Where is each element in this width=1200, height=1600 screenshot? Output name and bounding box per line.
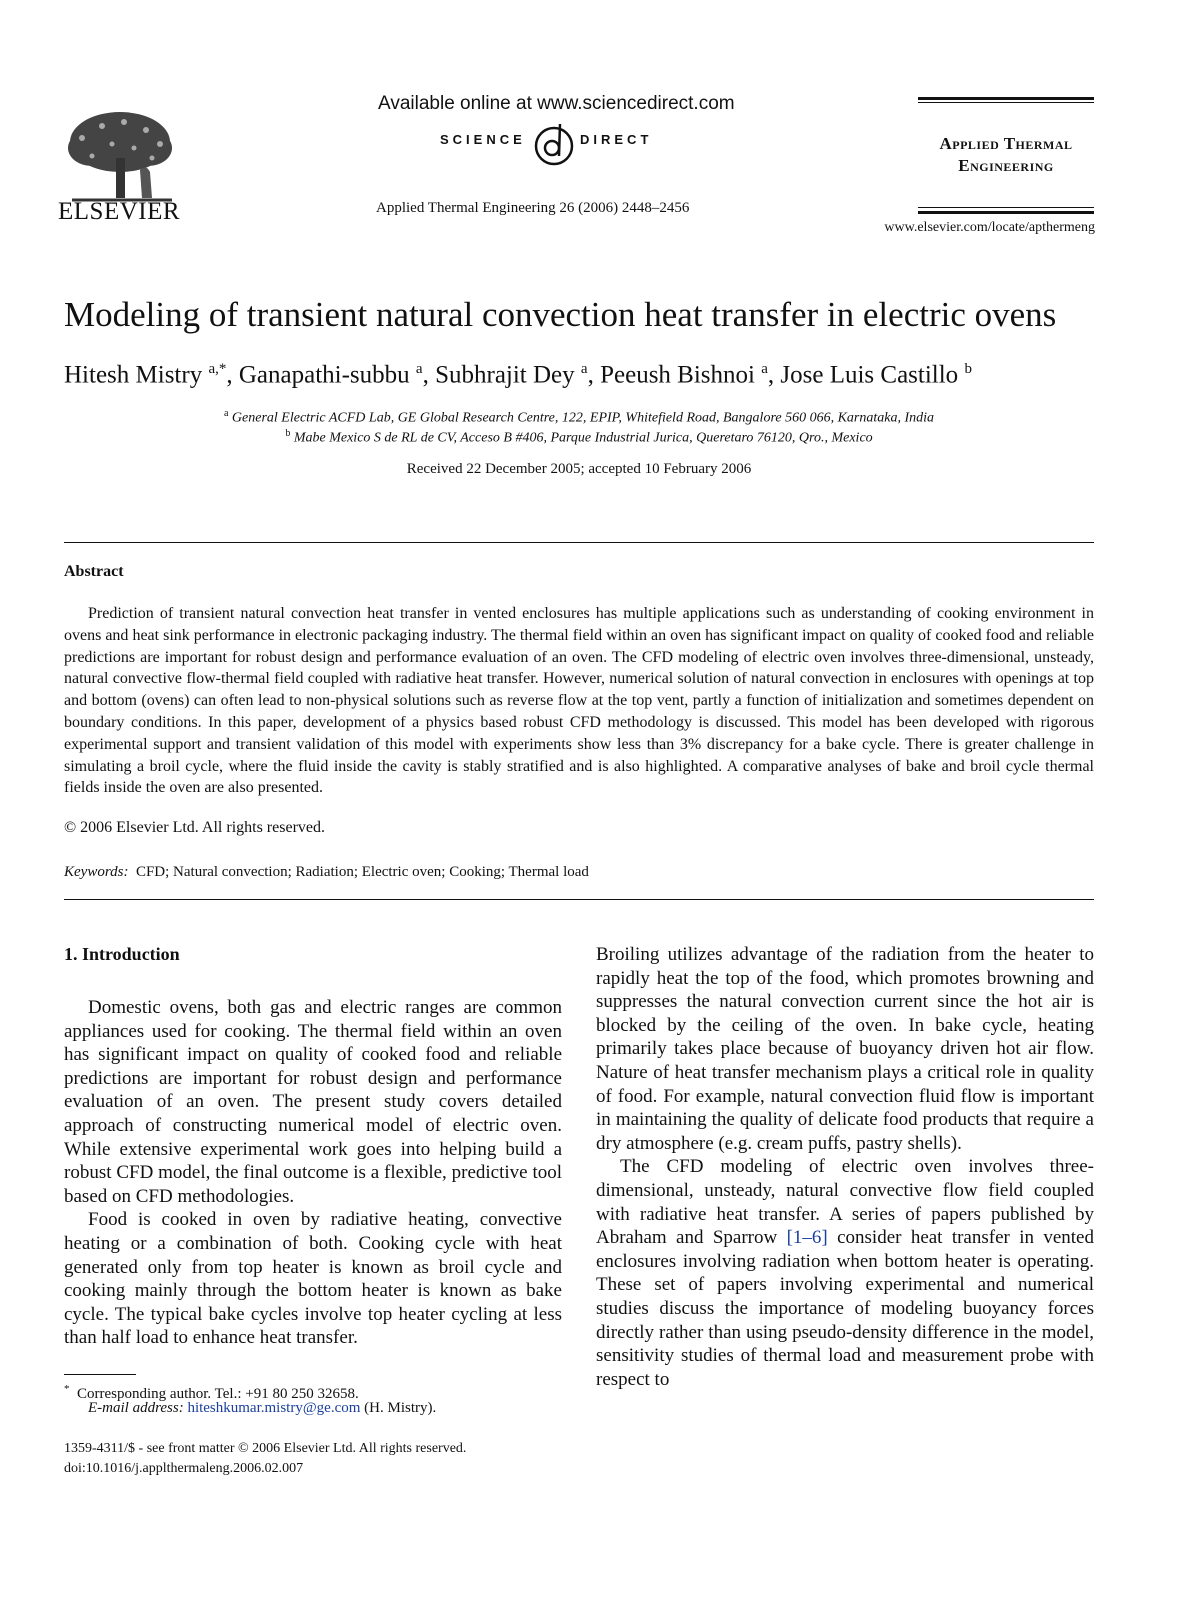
keywords [64, 864, 589, 881]
corresponding-author-note: * Corresponding author. Tel.: +91 80 250 32658. [64, 1383, 359, 1402]
journal-name [918, 133, 1094, 177]
author-affil-mark: a [761, 361, 768, 377]
right-column [596, 943, 1094, 1391]
journal-name-rule [918, 102, 1094, 103]
author-name: Hitesh Mistry [64, 361, 203, 389]
available-online-text[interactable]: Available online at www.sciencedirect.com [378, 93, 735, 114]
keywords-text: CFD; Natural convection; Radiation; Electric oven; Cooking; Thermal load [135, 864, 589, 880]
affiliation-mark: a [223, 408, 229, 419]
author-name: Ganapathi-subbu [238, 361, 410, 389]
author-list: Hitesh Mistry $^{a,*}$, Ganapathi-subbu $^a$, Subhrajit Dey $^a$, Peeush Bishnoi $^a$, Jose Luis Castillo $^b$ [64, 361, 972, 389]
left-column [64, 996, 562, 1350]
sciencedirect-right-word: DIRECT [580, 132, 653, 147]
email-link[interactable]: hiteshkumar.mistry@ge.com [187, 1400, 361, 1416]
affiliation [64, 408, 1094, 427]
affiliation-mark: b [285, 428, 291, 439]
paragraph: Food is cooked in oven by radiative heating, convective heating or a combination of both. Cooking cycle with heat generated only from top heater is known as broil cycle and cooking mainly through the bottom heater is known as bake cycle. The typical bake cycles involve top heater cycling at less than half load to enhance heat transfer. [64, 1209, 562, 1349]
sciencedirect-left-word: SCIENCE [440, 132, 526, 147]
affiliation [64, 428, 1094, 447]
section-heading: 1. Introduction [64, 944, 180, 964]
author-affil-mark: a [580, 361, 588, 377]
author-name: Jose Luis Castillo [780, 361, 959, 389]
affiliation-text: General Electric ACFD Lab, GE Global Research Centre, 122, EPIP, Whitefield Road, Bangalore 560 066, Karnataka, India [231, 410, 935, 426]
divider [64, 542, 1094, 543]
journal-url-link[interactable]: www.elsevier.com/locate/apthermeng [884, 220, 1095, 235]
doi-link[interactable]: doi:10.1016/j.applthermaleng.2006.02.007 [64, 1461, 304, 1476]
author-name: Peeush Bishnoi [600, 361, 755, 389]
abstract-copyright: © 2006 Elsevier Ltd. All rights reserved. [64, 819, 325, 836]
received-dates: Received 22 December 2005; accepted 10 February 2006 [406, 461, 752, 477]
footnote-symbol: * [64, 1383, 70, 1395]
paragraph: The CFD modeling of electric oven involves three-dimensional, unsteady, natural convective flow field coupled with radiative heat transfer. A series of papers published by Abraham and Sparrow [1–6] consider heat transfer in vented enclosures involving radiation when bottom heater is operating. These set of papers involving experimental and numerical studies discuss the importance of modeling buoyancy forces directly rather than using pseudo-density difference in the model, sensitivity studies of thermal load and measurement probe with respect to [596, 1156, 1094, 1390]
paragraph: Domestic ovens, both gas and electric ranges are common appliances used for cooking. The thermal field within an oven has significant impact on quality of cooked food and reliable predictions are important for robust design and performance evaluation of an oven. The present study covers detailed approach of constructing numerical model of electric oven. While extensive experimental work goes into helping build a robust CFD model, the final outcome is a flexible, predictive tool based on CFD methodologies. [64, 997, 562, 1207]
publisher-name: ELSEVIER [58, 198, 181, 225]
divider [64, 899, 1094, 900]
citation-link[interactable]: [1–6] [786, 1227, 828, 1249]
keywords-label: Keywords: [64, 864, 129, 880]
sciencedirect-logo[interactable] [440, 120, 690, 174]
sciencedirect-at-icon [532, 120, 576, 170]
abstract-heading: Abstract [64, 563, 124, 580]
journal-name-line2: Engineering [958, 156, 1054, 175]
author-affil-mark: a [415, 361, 423, 377]
journal-name-rule [918, 211, 1094, 214]
journal-name-rule [918, 97, 1094, 100]
paragraph: Broiling utilizes advantage of the radiation from the heater to rapidly heat the top of the food, which promotes browning and suppresses the natural convection current since the hot air is blocked by the ceiling of the oven. In bake cycle, heating primarily takes place because of buoyancy driven hot air flow. Nature of heat transfer mechanism plays a critical role in quality of food. For example, natural convection fluid flow is important in maintaining the quality of delicate food products that require a dry atmosphere (e.g. cream puffs, pastry shells). [596, 944, 1094, 1154]
author-affil-mark: a,* [208, 361, 227, 377]
journal-reference: Applied Thermal Engineering 26 (2006) 2448–2456 [376, 200, 690, 216]
journal-name-rule [918, 207, 1094, 208]
journal-name-line1: Applied Thermal [939, 134, 1073, 153]
issn-line: 1359-4311/$ - see front matter © 2006 Elsevier Ltd. All rights reserved. [64, 1441, 467, 1456]
affiliation-text: Mabe Mexico S de RL de CV, Acceso B #406, Parque Industrial Jurica, Queretaro 76120, Qro., Mexico [293, 430, 873, 446]
author-name: Subhrajit Dey [435, 361, 575, 389]
author-affil-mark: b [964, 361, 972, 377]
paper-title: Modeling of transient natural convection heat transfer in electric ovens [64, 295, 1057, 334]
abstract-body: Prediction of transient natural convection heat transfer in vented enclosures has multiple applications such as understanding of cooking environment in ovens and heat sink performance in electronic packaging industry. The thermal field within an oven has significant impact on quality of cooked food and reliable predictions are important for robust design and performance evaluation of an oven. The CFD modeling of electric oven involves three-dimensional, unsteady, natural convective flow-thermal field coupled with radiative heat transfer. However, numerical solution of natural convection in enclosures with openings at top and bottom (ovens) can often lead to non-physical solutions such as reverse flow at the top vent, partly a function of initialization and sometimes dependent on boundary conditions. In this paper, development of a physics based robust CFD methodology is discussed. This model has been developed with rigorous experimental support and transient validation of this model with experiments show less than 3% discrepancy for a bake cycle. There is greater challenge in simulating a broil cycle, where the fluid inside the cavity is stably stratified and is also highlighted. A comparative analyses of bake and broil cycle thermal fields inside the oven are also presented. [64, 605, 1094, 797]
footnote-rule [64, 1374, 136, 1375]
email-label: E-mail address: [88, 1400, 184, 1416]
email-note: E-mail address: hiteshkumar.mistry@ge.com (H. Mistry). [88, 1400, 437, 1416]
